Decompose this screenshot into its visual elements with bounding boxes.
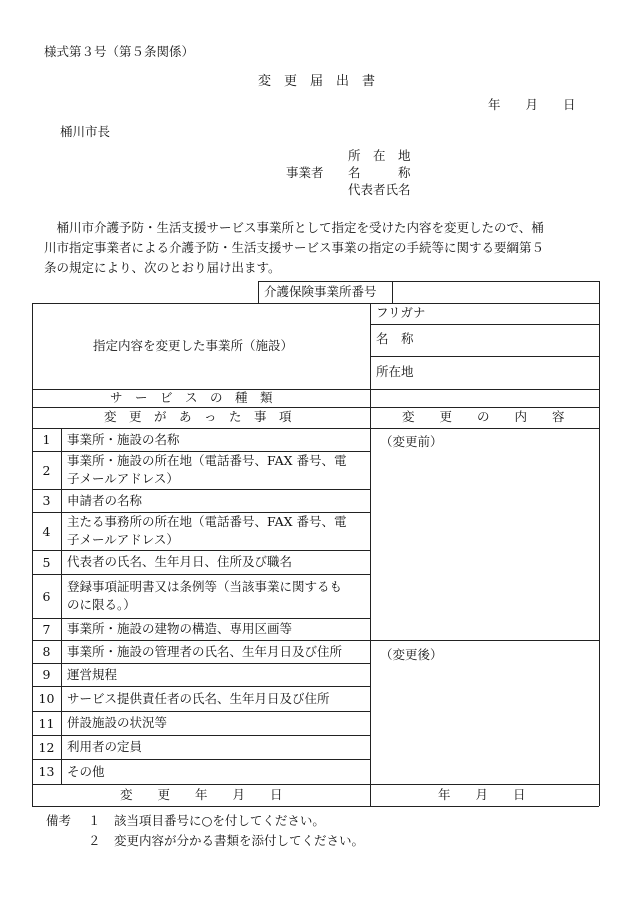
change-date-label: 変 更 年 月 日 — [120, 787, 283, 802]
submission-date: 年 月 日 — [488, 97, 576, 112]
item-number: 2 — [42, 462, 51, 478]
notes-label: 備考 — [46, 813, 72, 828]
applicant-representative-label: 代表者氏名 — [348, 182, 411, 197]
item-number: 11 — [38, 715, 55, 731]
change-date-value: 年 月 日 — [438, 787, 526, 802]
body-line: 条の規定により、次のとおり届け出ます。 — [44, 260, 281, 275]
facility-label: 指定内容を変更した事業所（施設） — [93, 338, 294, 353]
body-line: 川市指定事業者による介護予防・生活支援サービス事業の指定の手続等に関する要綱第５ — [44, 240, 545, 255]
service-type-label: サ ー ビ ス の 種 類 — [110, 390, 273, 405]
item-text — [61, 489, 370, 512]
before-label: （変更前） — [380, 434, 443, 449]
item-text — [61, 759, 370, 784]
applicant-name-label: 名 称 — [348, 165, 411, 180]
note-number: ２ — [88, 833, 101, 848]
item-text — [61, 574, 370, 618]
item-text — [61, 640, 370, 663]
item-text — [61, 451, 370, 489]
note-text: 変更内容が分かる書類を添付してください。 — [114, 833, 365, 848]
item-line: 事業所・施設の管理者の氏名、生年月日及び住所 — [67, 643, 343, 659]
item-line: 登録事項証明書又は条例等（当該事業に関するも — [67, 579, 343, 594]
item-line: 子メールアドレス） — [67, 532, 179, 547]
item-text — [61, 428, 370, 451]
item-line: のに限る。） — [67, 597, 136, 612]
note-text: 該当項目番号に○を付してください。 — [114, 813, 325, 828]
item-number: 5 — [42, 554, 51, 570]
item-number: 1 — [42, 432, 51, 447]
item-number: 12 — [38, 739, 55, 755]
facility-location-label: 所在地 — [376, 364, 414, 379]
item-line: 事業所・施設の建物の構造、専用区画等 — [67, 621, 293, 636]
item-number: 13 — [38, 764, 55, 779]
item-number: 10 — [38, 691, 55, 706]
item-line: 子メールアドレス） — [67, 471, 179, 486]
item-number: 8 — [42, 644, 51, 659]
item-line: 主たる事務所の所在地（電話番号、FAX 番号、電 — [67, 514, 347, 529]
note-number: １ — [88, 813, 101, 828]
furigana-label: フリガナ — [376, 305, 426, 320]
item-line: 併設施設の状況等 — [67, 715, 168, 730]
item-text — [61, 663, 370, 686]
item-text — [61, 711, 370, 735]
item-line: その他 — [67, 763, 105, 779]
item-number: 9 — [42, 667, 51, 682]
addressee: 桶川市長 — [60, 124, 111, 139]
facility-name-label: 名 称 — [376, 331, 414, 346]
item-line: サービス提供責任者の氏名、生年月日及び住所 — [67, 690, 330, 706]
item-text — [61, 512, 370, 550]
applicant-group-label: 事業者 — [286, 165, 324, 180]
body-line: 桶川市介護予防・生活支援サービス事業所として指定を受けた内容を変更したので、桶 — [44, 220, 544, 235]
item-line: 運営規程 — [67, 666, 118, 682]
provider-number-label: 介護保険事業所番号 — [264, 284, 377, 299]
page-title: 変 更 届 出 書 — [258, 74, 376, 89]
item-line: 事業所・施設の所在地（電話番号、FAX 番号、電 — [67, 453, 347, 468]
item-number: 6 — [42, 588, 51, 604]
item-text — [61, 686, 370, 711]
item-number: 7 — [42, 621, 51, 637]
item-line: 代表者の氏名、生年月日、住所及び職名 — [67, 554, 293, 569]
form-number: 様式第３号（第５条関係） — [44, 44, 195, 59]
item-line: 事業所・施設の名称 — [67, 431, 180, 447]
body-paragraph — [44, 218, 600, 278]
item-text — [61, 735, 370, 759]
change-content-header: 変 更 の 内 容 — [402, 409, 565, 424]
changed-items-header: 変 更 が あ っ た 事 項 — [104, 409, 292, 424]
item-number: 4 — [42, 523, 51, 539]
after-label: （変更後） — [380, 647, 443, 662]
item-text — [61, 550, 370, 574]
item-text — [61, 618, 370, 640]
item-line: 申請者の名称 — [67, 492, 143, 508]
item-number: 3 — [42, 493, 51, 508]
item-line: 利用者の定員 — [67, 739, 143, 754]
applicant-address-label: 所 在 地 — [348, 148, 411, 163]
